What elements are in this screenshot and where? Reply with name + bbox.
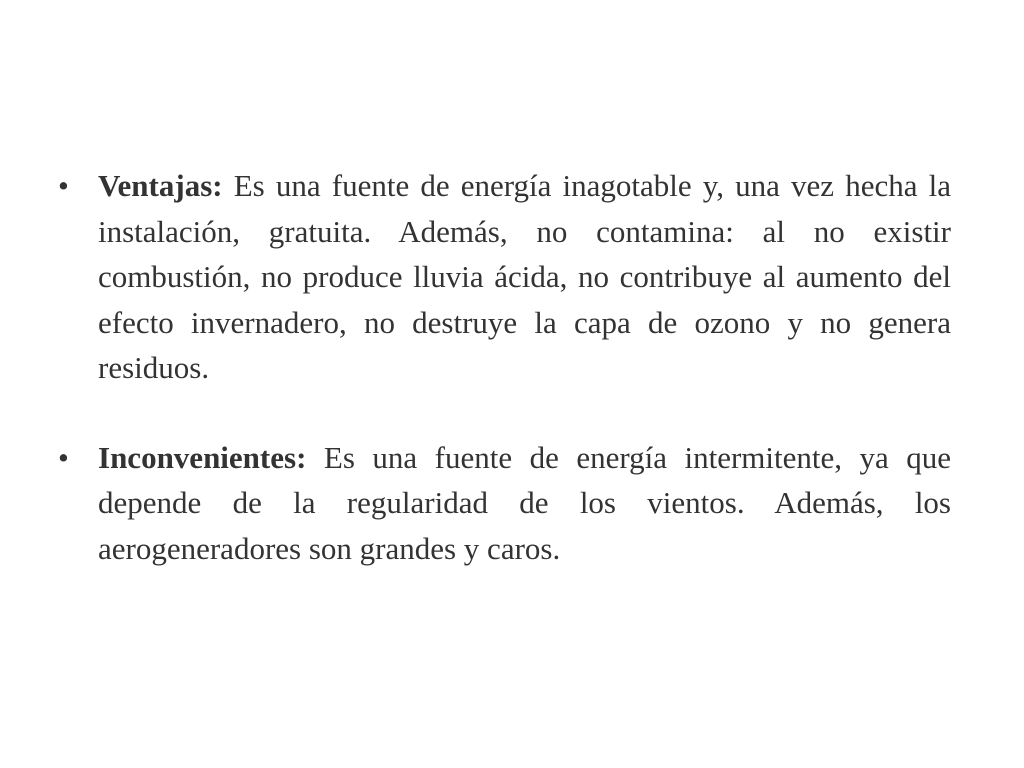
bullet-text-ventajas: Es una fuente de energía inagotable y, una vez hecha la instalación, gratuita. Además, no contamina: al no existir combustión, no produce lluvia ácida, no contribuye al aumento del efecto invernadero, no destruye la capa de ozono y no genera residuos. [98,168,951,385]
bullet-text-inconvenientes: Es una fuente de energía intermitente, ya que depende de la regularidad de los vientos. Además, los aerogeneradores son grandes y caros. [98,439,951,566]
bullet-term-ventajas: Ventajas: [98,168,223,203]
bullet-list [58,163,951,571]
bullet-term-inconvenientes: Inconvenientes: [98,439,307,475]
bullet-item-inconvenientes [58,435,951,572]
bullet-icon: • [58,168,69,203]
bullet-item-ventajas [58,163,951,391]
bullet-icon: • [58,439,69,475]
